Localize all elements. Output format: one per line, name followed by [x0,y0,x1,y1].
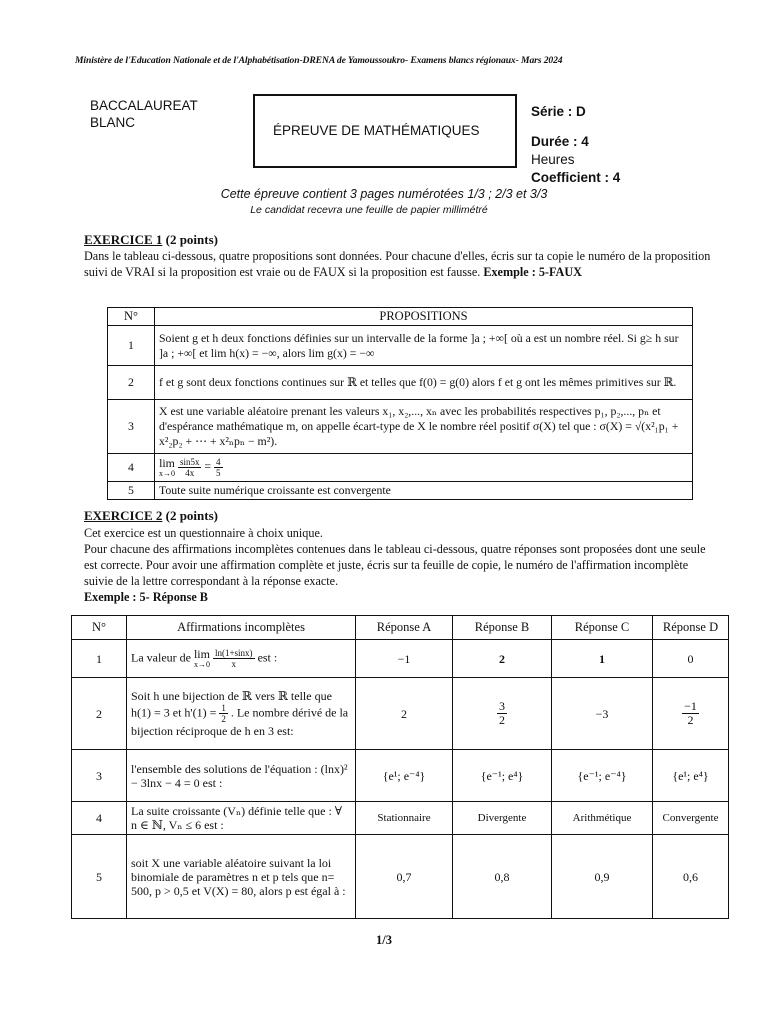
bac-line-2: BLANC [90,115,136,130]
duree-label [531,133,589,169]
reponse-a: 2 [356,678,453,750]
affirmation: La suite croissante (Vₙ) définie telle que : ∀ n ∈ ℕ, Vₙ ≤ 6 est : [127,802,356,835]
col-num-header: N° [72,616,127,640]
aff-part-1: Soit h une bijection de ℝ vers ℝ telle que h(1) = 3 et h'(1) = [131,689,332,720]
reponse-d: Convergente [653,802,729,835]
exercice1-table [107,307,693,500]
table-row [72,678,729,750]
reponse-d: 0 [653,640,729,678]
fraction [219,703,228,724]
col-reponse-a-header: Réponse A [356,616,453,640]
frac-bot: 4x [185,468,195,478]
reponse-c: {e⁻¹; e⁻⁴} [552,750,653,802]
frac-top: sin5x [179,457,200,467]
frac-bot: 2 [221,714,226,724]
epreuve-box [253,94,517,168]
affirmation: l'ensemble des solutions de l'équation : (lnx)² − 3lnx − 4 = 0 est : [127,750,356,802]
exercice1-exemple: Exemple : 5-FAUX [483,265,582,279]
limit-expression [193,646,210,669]
fraction [178,457,202,478]
reponse-b: 2 [453,640,552,678]
exercice1-title-text: EXERCICE 1 [84,232,163,247]
table-row [108,326,693,366]
exercice1-intro [84,248,720,280]
table-row [72,750,729,802]
proposition-text: Soient g et h deux fonctions définies sur un intervalle de la forme ]a ; +∞[ où a est un nombre réel. Si g≥ h sur ]a ; +∞[ et lim h(x) = −∞, alors lim g(x) = −∞ [155,326,693,366]
table-row [72,802,729,835]
frac-top: ln(1+sinx) [214,648,253,658]
affirmation [127,678,356,750]
papier-note: Le candidat recevra une feuille de papier millimétré [250,204,488,216]
table-row [72,835,729,919]
exercice2-table [71,615,729,919]
table-row [108,400,693,454]
table-header-row [72,616,729,640]
exercice1-intro-text: Dans le tableau ci-dessous, quatre propositions sont données. Pour chacune d'elles, écris sur ta copie le numéro de la proposition suivi de VRAI si la proposition est vraie ou de FAUX si la proposition est fausse. [84,249,711,279]
aff-part-2: . Le nombre dérivé de la bijection réciproque de h en 3 est: [131,705,349,738]
frac-top: 4 [216,457,221,467]
table-row [108,454,693,482]
row-number: 4 [72,802,127,835]
reponse-d: {e¹; e⁴} [653,750,729,802]
row-number: 5 [108,482,155,500]
aff-pre: La valeur de [131,650,194,665]
row-number: 4 [108,454,155,482]
limit-expression [159,455,175,478]
fraction [213,648,255,669]
reponse-b: 0,8 [453,835,552,919]
row-number: 1 [108,326,155,366]
reponse-a: 0,7 [356,835,453,919]
exercice2-intro-line2: Pour chacune des affirmations incomplètes contenues dans le tableau ci-dessous, quatre réponses sont proposées dont une seule est correcte. Pour avoir une affirmation complète et juste, écris sur ta feuille de copie, le numéro de l'affirmation incomplète suivie de la lettre correspondant à la réponse exacte. [84,542,706,588]
frac-top: 1 [221,703,226,713]
reponse-a: {e¹; e⁻⁴} [356,750,453,802]
proposition-formula [155,454,693,482]
fraction [682,700,699,727]
proposition-text: X est une variable aléatoire prenant les valeurs x₁, x₂,..., xₙ avec les probabilités respectives p₁, p₂,..., pₙ et d'espérance mathématique m, on appelle écart-type de X le nombre réel positif σ(X) tel que : σ(X) = √(x²₁p₁ + x²₂p₂ + ⋯ + x²ₙpₙ − m²). [155,400,693,454]
col-reponse-b-header: Réponse B [453,616,552,640]
exercice2-title [84,508,218,524]
frac-bot: 2 [499,713,505,727]
col-num-header: N° [108,308,155,326]
aff-post: est : [257,650,278,665]
row-number: 2 [72,678,127,750]
reponse-a: −1 [356,640,453,678]
fraction [497,700,507,727]
result-fraction [214,457,223,478]
row-number: 5 [72,835,127,919]
col-affirmations-header: Affirmations incomplètes [127,616,356,640]
exercice2-intro [84,525,720,605]
ministry-header: Ministère de l'Education Nationale et de l'Alphabétisation-DRENA de Yamoussoukro- Examens blancs régionaux- Mars 2024 [75,55,563,66]
table-row [108,366,693,400]
equals-sign: = [204,459,215,474]
exercice2-title-text: EXERCICE 2 [84,508,163,523]
lim-word: lim [159,455,175,470]
table-header-row [108,308,693,326]
exercice2-intro-line1: Cet exercice est un questionnaire à choix unique. [84,526,323,540]
reponse-b: Divergente [453,802,552,835]
frac-top: 3 [499,699,505,713]
col-reponse-c-header: Réponse C [552,616,653,640]
col-reponse-d-header: Réponse D [653,616,729,640]
bac-line-1: BACCALAUREAT [90,98,198,113]
frac-top: −1 [684,699,697,713]
reponse-d: 0,6 [653,835,729,919]
affirmation [127,640,356,678]
reponse-c: 0,9 [552,835,653,919]
col-propositions-header: PROPOSITIONS [155,308,693,326]
duree-line-1: Durée : 4 [531,134,589,149]
lim-word: lim [193,646,210,661]
serie-label: Série : D [531,104,586,119]
exercice1-title [84,232,218,248]
pages-note: Cette épreuve contient 3 pages numérotées 1/3 ; 2/3 et 3/3 [220,187,548,201]
coefficient-label: Coefficient : 4 [531,170,621,185]
exercice2-points: (2 points) [162,508,218,523]
frac-bot: 2 [687,713,694,727]
table-row [72,640,729,678]
reponse-d [653,678,729,750]
epreuve-title: ÉPREUVE DE MATHÉMATIQUES [273,123,480,138]
reponse-c: Arithmétique [552,802,653,835]
row-number: 1 [72,640,127,678]
exercice2-exemple: Exemple : 5- Réponse B [84,590,208,604]
proposition-text: Toute suite numérique croissante est convergente [155,482,693,500]
frac-bot: 5 [216,468,221,478]
exercice1-points: (2 points) [162,232,218,247]
affirmation: soit X une variable aléatoire suivant la loi binomiale de paramètres n et p tels que n= 500, p > 0,5 et V(X) = 80, alors p est égal à : [127,835,356,919]
row-number: 3 [72,750,127,802]
reponse-b [453,678,552,750]
duree-line-2: Heures [531,152,575,167]
table-row [108,482,693,500]
reponse-b: {e⁻¹; e⁴} [453,750,552,802]
reponse-c: 1 [552,640,653,678]
reponse-a: Stationnaire [356,802,453,835]
page-number: 1/3 [376,933,392,947]
lim-sub: x→0 [193,659,210,669]
lim-sub: x→0 [159,468,175,478]
frac-bot: x [231,659,237,669]
reponse-c: −3 [552,678,653,750]
bac-label [90,97,198,131]
row-number: 3 [108,400,155,454]
row-number: 2 [108,366,155,400]
proposition-text: f et g sont deux fonctions continues sur ℝ et telles que f(0) = g(0) alors f et g ont les mêmes primitives sur ℝ. [155,366,693,400]
